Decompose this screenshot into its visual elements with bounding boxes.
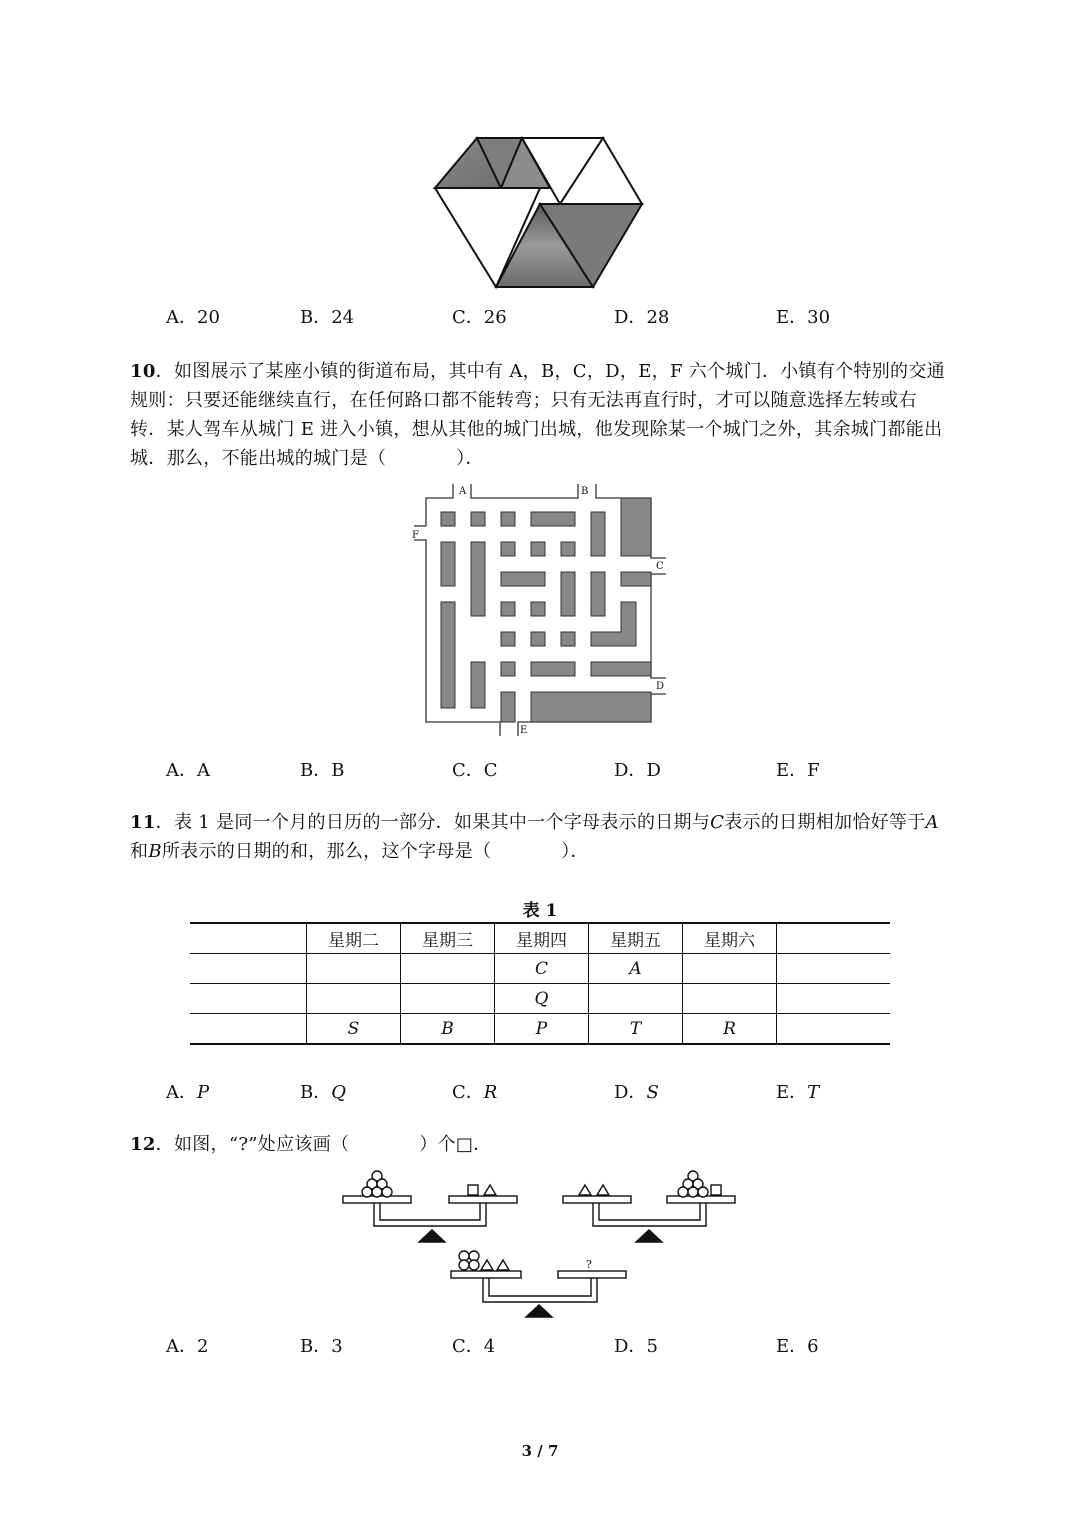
option-value: Q: [331, 1082, 346, 1103]
option-letter: D．: [614, 1082, 647, 1103]
q12-balance-scales-figure: [336, 1164, 746, 1320]
option-letter: B．: [300, 307, 332, 328]
question-body: 所表示的日期的和，那么，这个字母是（: [161, 841, 492, 862]
option-letter: A．: [166, 307, 197, 328]
option-value: 26: [483, 307, 507, 328]
option-value: 20: [197, 307, 220, 328]
gate-label-d: D: [656, 681, 665, 692]
table-cell: [307, 984, 401, 1014]
variable-a: A: [925, 812, 939, 833]
option-value: P: [197, 1082, 210, 1103]
table-cell: Q: [495, 984, 589, 1014]
table-cell: [190, 954, 307, 984]
table-header-row: [190, 923, 890, 954]
option-value: D: [646, 760, 661, 781]
gate-label-a: A: [459, 486, 467, 497]
table-cell: [401, 984, 495, 1014]
question-mark-label: ?: [586, 1258, 592, 1271]
option-letter: E．: [776, 307, 808, 328]
table-cell: [190, 1014, 307, 1045]
option-letter: C．: [452, 1082, 484, 1103]
variable-b: B: [148, 841, 162, 862]
gate-label-b: B: [581, 486, 589, 497]
option-letter: A．: [166, 1336, 197, 1357]
table-row: [190, 1014, 890, 1045]
option-letter: B．: [300, 1336, 332, 1357]
option-letter: E．: [776, 1082, 808, 1103]
q11-option-d[interactable]: [614, 1078, 659, 1104]
table-header-cell: 星期五: [589, 923, 683, 954]
table-cell: R: [683, 1014, 777, 1045]
question-body: ．如图，“?”处应该画（: [155, 1134, 350, 1155]
q11-option-e[interactable]: [776, 1078, 819, 1104]
page-number: [0, 1442, 1080, 1460]
q12-option-c[interactable]: [452, 1332, 495, 1358]
question-number: 11: [130, 812, 156, 833]
q10-town-street-map: [408, 478, 678, 742]
option-value: 6: [807, 1336, 819, 1357]
option-value: 28: [646, 307, 670, 328]
q11-question-text: [130, 808, 952, 866]
table-cell: [190, 984, 307, 1014]
table-cell: [307, 954, 401, 984]
q10-option-d[interactable]: [614, 756, 661, 782]
q10-question-text: [130, 357, 952, 473]
question-body: ．表 1 是同一个月的日历的一部分．如果其中一个字母表示的日期与: [155, 812, 711, 833]
table-cell: C: [495, 954, 589, 984]
table-cell: [777, 984, 891, 1014]
page-total: 7: [547, 1442, 559, 1460]
option-letter: E．: [776, 1336, 808, 1357]
q9-option-b[interactable]: [300, 303, 354, 329]
option-letter: D．: [614, 1336, 647, 1357]
option-value: T: [807, 1082, 820, 1103]
table-header-cell: 星期四: [495, 923, 589, 954]
table-header-cell: 星期六: [683, 923, 777, 954]
q9-option-a[interactable]: [166, 303, 220, 329]
question-body: 和: [130, 841, 149, 862]
question-body: 表示的日期相加恰好等于: [724, 812, 926, 833]
table-header-cell: [777, 923, 891, 954]
q11-option-b[interactable]: [300, 1078, 346, 1104]
option-letter: D．: [614, 760, 647, 781]
q12-option-a[interactable]: [166, 1332, 208, 1358]
table-cell: [683, 954, 777, 984]
table-caption: 表 1: [522, 901, 558, 921]
question-tail: ）．: [456, 448, 484, 469]
option-value: 5: [646, 1336, 658, 1357]
table-cell: P: [495, 1014, 589, 1045]
page-current: 3: [521, 1442, 533, 1460]
q10-option-a[interactable]: [166, 756, 210, 782]
q9-option-e[interactable]: [776, 303, 830, 329]
gate-label-f: F: [412, 530, 419, 541]
option-value: R: [483, 1082, 498, 1103]
option-letter: C．: [452, 760, 484, 781]
table-cell: [777, 1014, 891, 1045]
question-number: 10: [130, 361, 156, 382]
q9-hexagon-figure: [430, 132, 650, 292]
q9-option-d[interactable]: [614, 303, 669, 329]
option-letter: E．: [776, 760, 808, 781]
q10-option-b[interactable]: [300, 756, 344, 782]
q12-option-e[interactable]: [776, 1332, 819, 1358]
option-value: C: [483, 760, 498, 781]
option-value: 30: [807, 307, 831, 328]
table-cell: [777, 954, 891, 984]
option-value: 3: [331, 1336, 343, 1357]
table-header-cell: [190, 923, 307, 954]
table-header-cell: 星期三: [401, 923, 495, 954]
option-value: F: [807, 760, 820, 781]
option-letter: D．: [614, 307, 647, 328]
option-letter: A．: [166, 760, 197, 781]
option-letter: B．: [300, 760, 332, 781]
table-row: [190, 984, 890, 1014]
q10-option-c[interactable]: [452, 756, 498, 782]
question-tail: ）．: [561, 841, 589, 862]
gate-label-e: E: [520, 725, 528, 736]
table-cell: T: [589, 1014, 683, 1045]
q12-option-b[interactable]: [300, 1332, 343, 1358]
question-body: ．如图展示了某座小镇的街道布局，其中有 A，B，C，D，E，F 六个城门．小镇有个特别的交通规则：只要还能继续直行，在任何路口都不能转弯；只有无法再直行时，才可以随意选择左转或右转．某人驾车从城门 E 进入小镇，想从其他的城门出城，他发现除某一个城门之外，其余城门都能出城．那么，不能出城的城门是（: [130, 361, 945, 469]
q12-option-d[interactable]: [614, 1332, 658, 1358]
table-cell: S: [307, 1014, 401, 1045]
table-row: [190, 954, 890, 984]
table-cell: B: [401, 1014, 495, 1045]
q11-option-a[interactable]: [166, 1078, 209, 1104]
q9-option-c[interactable]: [452, 303, 507, 329]
q10-option-e[interactable]: [776, 756, 820, 782]
table-cell: A: [589, 954, 683, 984]
gate-label-c: C: [656, 561, 664, 572]
option-value: A: [197, 760, 210, 781]
option-value: 2: [197, 1336, 209, 1357]
option-letter: B．: [300, 1082, 332, 1103]
table-cell: [401, 954, 495, 984]
option-letter: C．: [452, 307, 484, 328]
option-letter: A．: [166, 1082, 197, 1103]
table-header-cell: 星期二: [307, 923, 401, 954]
question-tail: ）个□．: [419, 1134, 492, 1155]
q12-question-text: [130, 1130, 952, 1159]
option-letter: C．: [452, 1336, 484, 1357]
option-value: B: [331, 760, 345, 781]
page-separator: /: [537, 1442, 543, 1460]
table-cell: [683, 984, 777, 1014]
q11-option-c[interactable]: [452, 1078, 497, 1104]
variable-c: C: [710, 812, 725, 833]
table-cell: [589, 984, 683, 1014]
option-value: 4: [483, 1336, 496, 1357]
question-number: 12: [130, 1134, 156, 1155]
option-value: 24: [331, 307, 355, 328]
calendar-table: [190, 922, 890, 1045]
option-value: S: [646, 1082, 659, 1103]
